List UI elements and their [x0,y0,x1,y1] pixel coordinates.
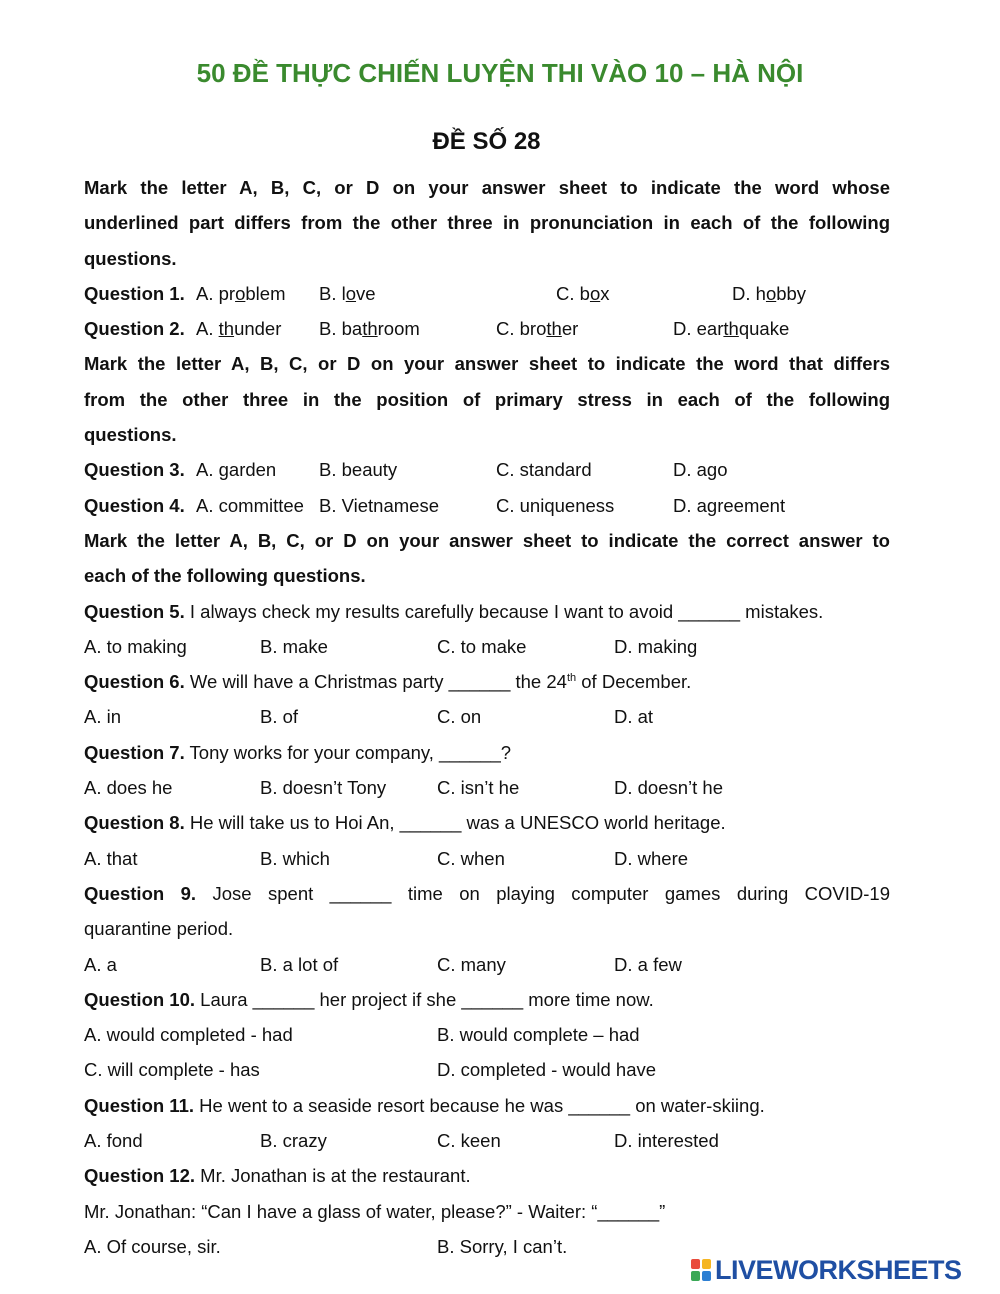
question-label: Question 5. [84,600,185,622]
question-9-continued: quarantine period. [84,918,234,940]
option-a[interactable]: A. Of course, sir. [84,1235,221,1257]
option-a[interactable]: A. that [84,847,138,869]
question-8-options [84,841,890,876]
instruction-2-line-3: questions. [84,424,177,446]
question-10 [84,982,890,1017]
question-label: Question 11. [84,1094,195,1116]
option-d[interactable]: D. interested [614,1130,719,1152]
question-8 [84,805,890,840]
option-b[interactable]: B. of [260,706,299,728]
option-d[interactable]: D. at [614,706,654,728]
option-c[interactable]: C. keen [437,1130,501,1152]
option-b[interactable]: B. doesn’t Tony [260,777,387,799]
option-d[interactable]: D. earthquake [673,318,790,340]
option-c[interactable]: C. when [437,847,505,869]
option-a[interactable]: A. problem [196,282,286,304]
option-b[interactable]: B. Vietnamese [319,494,439,516]
option-a[interactable]: A. in [84,706,122,728]
option-b[interactable]: B. Sorry, I can’t. [437,1235,568,1257]
instruction-3-line-2: each of the following questions. [84,565,366,587]
option-d[interactable]: D. doesn’t he [614,777,724,799]
question-2 [84,311,890,346]
instruction-3-line-1: Mark the letter A, B, C, or D on your answer sheet to indicate the correct answer to [84,529,890,551]
question-text-end: of December. [576,671,692,693]
option-b[interactable]: B. a lot of [260,953,339,975]
question-1 [84,276,890,311]
instruction-1-line-2: underlined part differs from the other three in pronunciation in each of the following [84,212,890,234]
option-c[interactable]: C. will complete - has [84,1059,260,1081]
question-label: Question 3. [84,459,185,481]
option-c[interactable]: C. to make [437,635,527,657]
question-5 [84,594,890,629]
question-text: He went to a seaside resort because he was ______ on water-skiing. [194,1094,765,1116]
option-b[interactable]: B. beauty [319,459,398,481]
ordinal-suffix: th [566,672,577,684]
question-7 [84,735,890,770]
option-a[interactable]: A. garden [196,459,277,481]
instruction-1-line-1: Mark the letter A, B, C, or D on your answer sheet to indicate the word whose [84,177,890,198]
option-c[interactable]: C. uniqueness [496,494,615,516]
question-10-options-row-2 [84,1052,890,1087]
instruction-1-line-3: questions. [84,247,177,269]
question-5-options [84,629,890,664]
option-b[interactable]: B. crazy [260,1130,327,1152]
question-label: Question 4. [84,494,185,516]
option-d[interactable]: D. where [614,847,689,869]
question-11-options [84,1123,890,1158]
option-a[interactable]: A. committee [196,494,304,516]
question-6 [84,664,890,699]
question-text: I always check my results carefully because I want to avoid ______ mistakes. [184,600,824,622]
option-c[interactable]: C. isn’t he [437,777,520,799]
option-d[interactable]: D. ago [673,459,728,481]
option-d[interactable]: D. a few [614,953,682,975]
instruction-2-line-1: Mark the letter A, B, C, or D on your answer sheet to indicate the word that differs [84,353,890,375]
option-d[interactable]: D. hobby [732,282,807,304]
option-b[interactable]: B. make [260,635,328,657]
option-a[interactable]: A. would completed - had [84,1024,293,1046]
option-b[interactable]: B. love [319,282,376,304]
exam-content [84,170,890,1264]
option-c[interactable]: C. box [556,282,610,304]
option-a[interactable]: A. to making [84,635,187,657]
question-text: Tony works for your company, ______? [184,741,512,763]
question-label: Question 6. [84,671,185,693]
option-b[interactable]: B. would complete – had [437,1024,640,1046]
question-text: Laura ______ her project if she ______ more time now. [195,988,654,1010]
question-text: Mr. Jonathan is at the restaurant. [195,1165,471,1187]
instruction-2-line-2: from the other three in the position of primary stress in each of the following [84,388,890,410]
option-a[interactable]: A. thunder [196,318,282,340]
option-b[interactable]: B. which [260,847,330,869]
question-label: Question 10. [84,988,196,1010]
question-10-options-row-1 [84,1017,890,1052]
option-d[interactable]: D. completed - would have [437,1059,657,1081]
question-3 [84,452,890,487]
question-9-options [84,947,890,982]
option-c[interactable]: C. standard [496,459,592,481]
option-a[interactable]: A. a [84,953,117,975]
option-a[interactable]: A. does he [84,777,173,799]
option-c[interactable]: C. many [437,953,506,975]
logo-mark-icon [690,1258,712,1282]
question-label: Question 1. [84,282,185,304]
question-text: We will have a Christmas party ______ the 24 [184,671,567,693]
option-c[interactable]: C. brother [496,318,579,340]
option-d[interactable]: D. agreement [673,494,786,516]
option-d[interactable]: D. making [614,635,698,657]
liveworksheets-logo[interactable] [690,1254,962,1286]
page-title: 50 ĐỀ THỰC CHIẾN LUYỆN THI VÀO 10 – HÀ NỘI [196,58,804,88]
question-9 [84,876,890,911]
question-11 [84,1088,890,1123]
option-a[interactable]: A. fond [84,1130,143,1152]
question-label: Question 8. [84,812,185,834]
question-label: Question 2. [84,318,185,340]
question-label: Question 7. [84,741,185,763]
question-4 [84,488,890,523]
exam-title: ĐỀ SỐ 28 [432,128,541,155]
option-b[interactable]: B. bathroom [319,318,420,340]
logo-text: LIVEWORKSHEETS [715,1254,962,1285]
question-12-dialog: Mr. Jonathan: “Can I have a glass of water, please?” - Waiter: “______” [84,1200,666,1222]
question-6-options [84,699,890,734]
question-text: Jose spent ______ time on playing computer games during COVID-19 [196,882,891,904]
question-label: Question 12. [84,1165,196,1187]
option-c[interactable]: C. on [437,706,482,728]
question-7-options [84,770,890,805]
question-12 [84,1158,890,1193]
question-text: He will take us to Hoi An, ______ was a UNESCO world heritage. [184,812,726,834]
question-label: Question 9. [84,882,197,904]
